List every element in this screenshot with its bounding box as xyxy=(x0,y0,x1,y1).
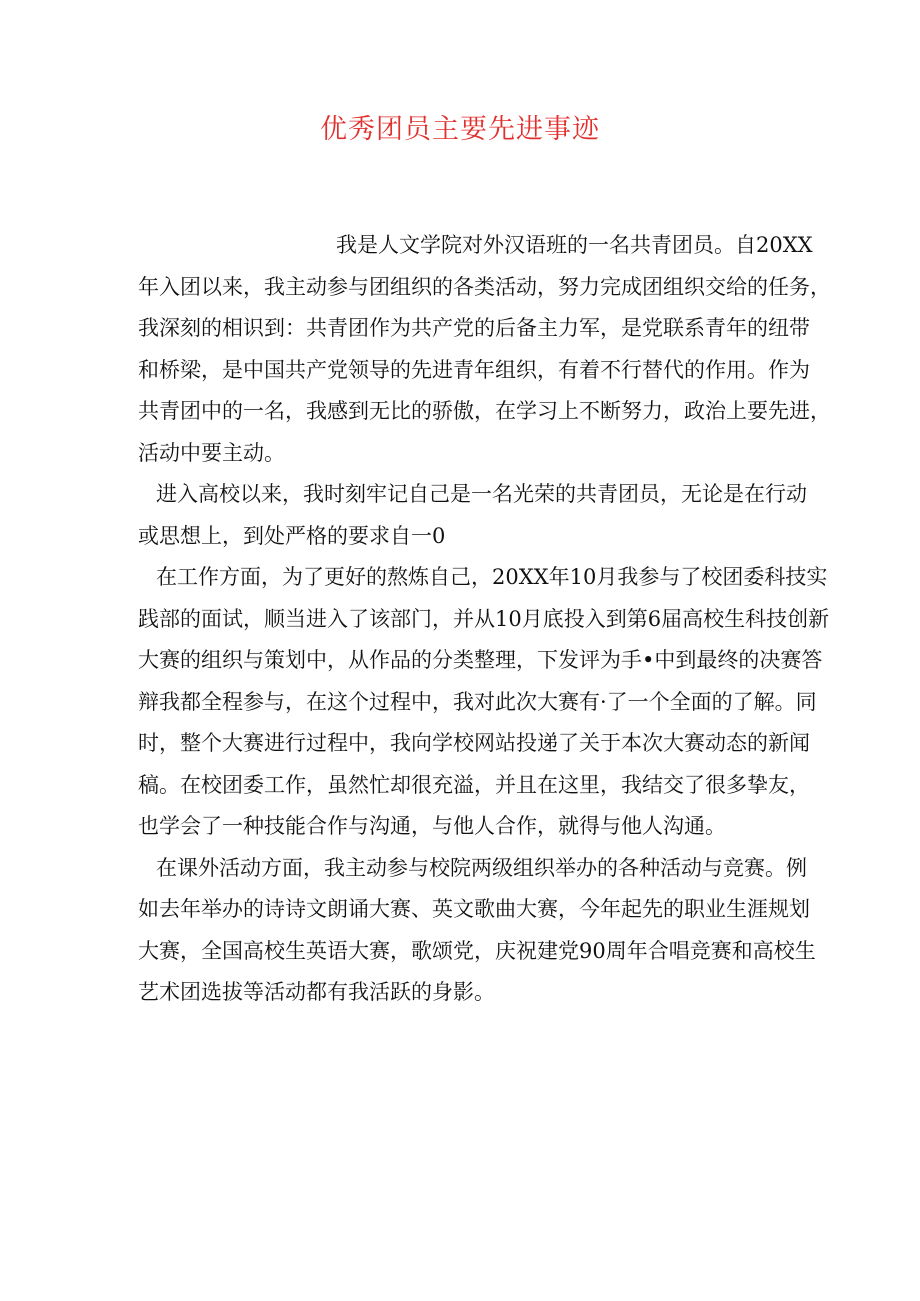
text-line: 进入高校以来，我时刻牢记自己是一名光荣的共青团员，无论是在行动 xyxy=(156,482,807,506)
paragraph-intro xyxy=(138,225,831,474)
text-line: 在工作方面，为了更好的熬炼自己，20XX年10月我参与了校团委科技实 xyxy=(156,565,828,589)
document-title: 优秀团员主要先进事迹 xyxy=(320,114,600,145)
text-line: 稿。在校团委工作，虽然忙却很充溢，并且在这里，我结交了很多挚友， xyxy=(138,772,810,797)
text-line: 大赛，全国高校生英语大赛，歌颂党，庆祝建党90周年合唱竞赛和高校生 xyxy=(138,938,816,963)
text-line: 在课外活动方面，我主动参与校院两级组织举办的各种活动与竞赛。例 xyxy=(156,855,807,880)
text-line: 辩我都全程参与，在这个过程中，我对此次大赛有·了一个全面的了解。同 xyxy=(138,689,817,714)
text-line: 时，整个大赛进行过程中，我向学校网站投递了关于本次大赛动态的新闻 xyxy=(138,731,810,755)
text-line: 践部的面试，顺当进入了该部门，并从10月底投入到第6届高校生科技创新 xyxy=(138,606,830,631)
text-line: 年入团以来，我主动参与团组织的各类活动，努力完成团组织交给的任务， xyxy=(138,274,831,299)
text-line: 我是人文学院对外汉语班的一名共青团员。自20XX xyxy=(336,233,813,257)
paragraph-work xyxy=(138,557,830,848)
document-body xyxy=(138,225,831,1014)
text-line: 也学会了一种技能合作与沟通，与他人合作，就得与他人沟通。 xyxy=(138,814,726,838)
paragraph-university xyxy=(138,474,807,557)
text-line: 大赛的组织与策划中，从作品的分类整理，下发评为手•中到最终的决赛答 xyxy=(138,648,823,672)
text-line: 艺术团选拔等活动都有我活跃的身影。 xyxy=(138,980,495,1004)
text-line: 我深刻的相识到：共青团作为共产党的后备主力军，是党联系青年的纽带 xyxy=(138,316,810,340)
text-line: 共青团中的一名，我感到无比的骄傲，在学习上不断努力，政治上要先进， xyxy=(138,399,831,423)
text-line: 如去年举办的诗诗文朗诵大赛、英文歌曲大赛，今年起先的职业生涯规划 xyxy=(138,897,810,921)
text-line: 或思想上，到处严格的要求自一0 xyxy=(138,523,446,548)
text-line: 活动中要主动。 xyxy=(138,440,285,465)
text-line: 和桥梁，是中国共产党领导的先进青年组织，有着不行替代的作用。作为 xyxy=(138,357,810,382)
paragraph-activities xyxy=(138,848,816,1014)
